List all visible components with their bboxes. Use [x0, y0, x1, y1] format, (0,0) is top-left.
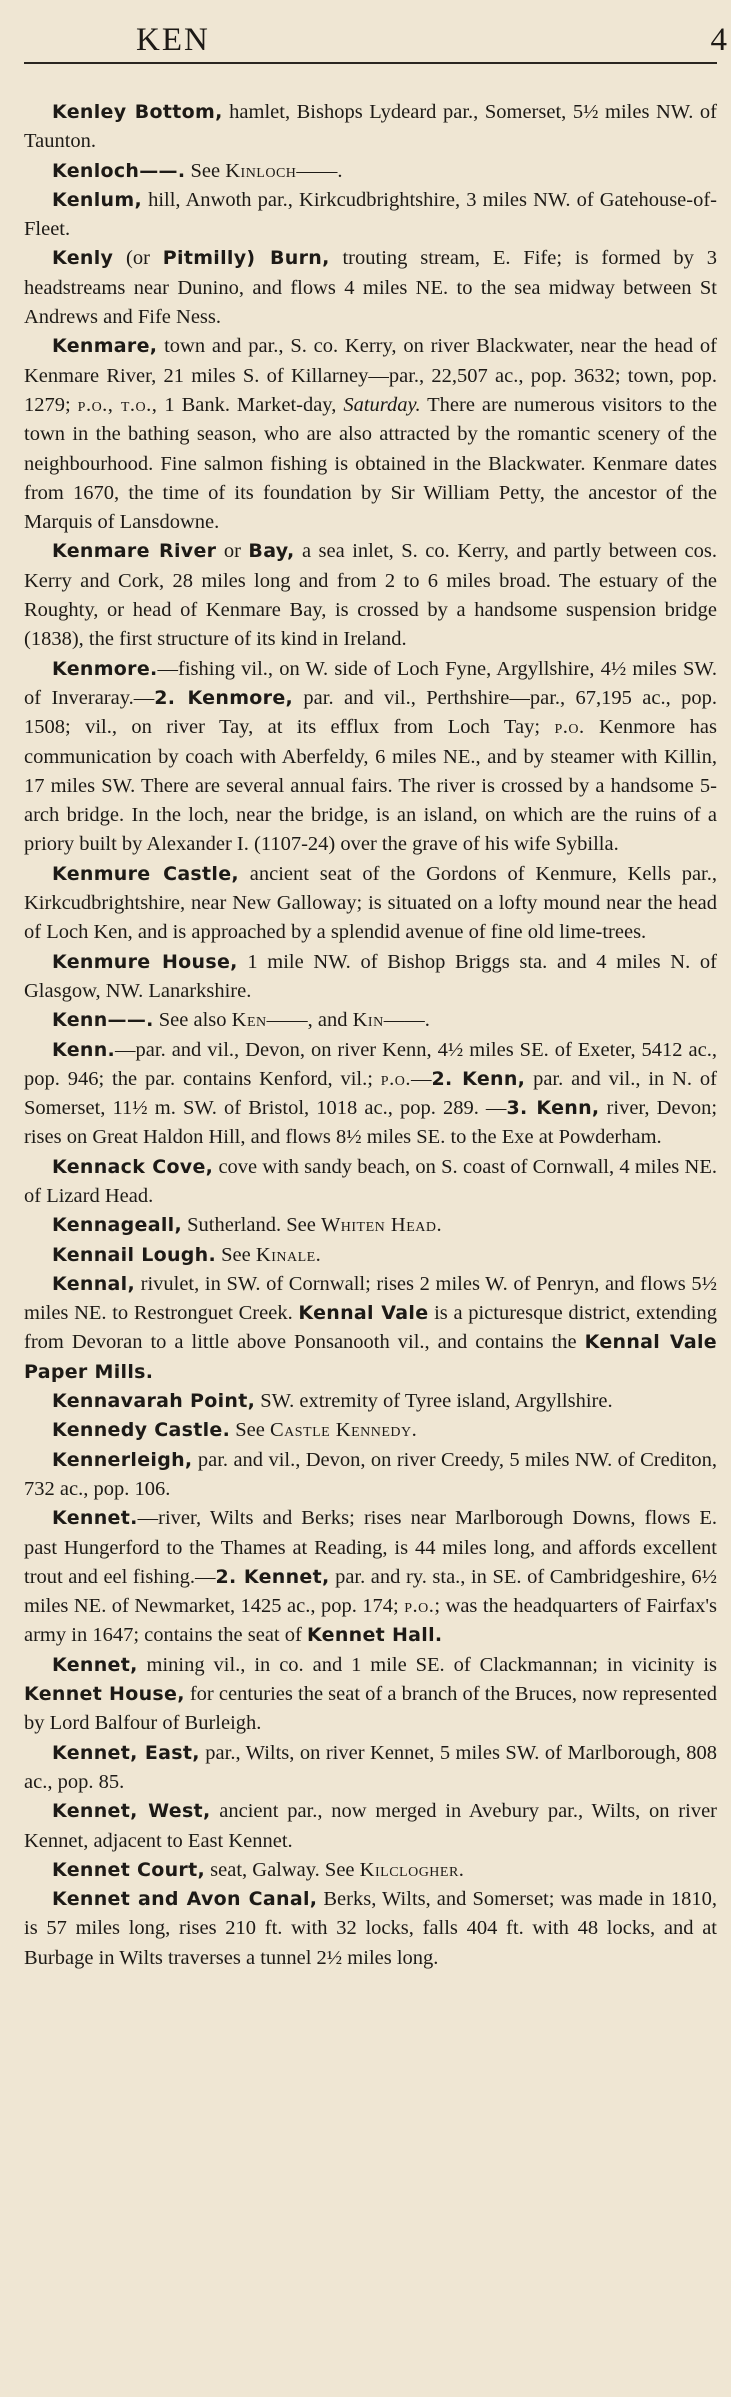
entry-kenmure-castle: [24, 860, 717, 948]
cross-reference: Kin: [352, 1009, 384, 1032]
entry-headword: 2. Kenn,: [431, 1067, 526, 1090]
entry-headword: Kennack Cove,: [52, 1155, 214, 1178]
entry-headword: Kennet Court,: [52, 1858, 206, 1881]
entry-text: mining vil., in co. and 1 mile SE. of Clackmannan; in vicinity is: [137, 1653, 717, 1676]
entry-text: See: [216, 1243, 256, 1266]
entry-kenloch: [24, 157, 717, 186]
entry-text: river, Devon; rises on Great Haldon Hill, and flows 8½ miles SE. to the Exe at Powderham.: [24, 1097, 718, 1149]
entry-text: ——, and: [266, 1009, 353, 1032]
entry-headword: Pitmilly) Burn,: [162, 247, 330, 270]
entry-text: —par. and vil., Devon, on river Kenn, 4½ miles SE. of Exeter, 5412 ac., pop. 946; the par. contains Kenford, vil.;: [24, 1038, 717, 1090]
cross-reference: p.o., t.o.,: [77, 393, 158, 416]
italic-text: Saturday.: [343, 393, 421, 416]
entry-kenmure-house: [24, 948, 717, 1007]
entry-headword: Kennet.: [52, 1507, 138, 1530]
cross-reference: Ken: [231, 1009, 267, 1032]
cross-reference: Castle Kennedy.: [269, 1419, 418, 1442]
entry-headword: Kennet and Avon Canal,: [52, 1888, 318, 1911]
entry-text: ; was the headquarters of Fairfax's army in 1647; contains the seat of: [24, 1595, 717, 1647]
entry-headword: Kennet Hall.: [306, 1624, 443, 1647]
entry-headword: Kenmure House,: [52, 950, 238, 973]
entry-text: cove with sandy beach, on S. coast of Cornwall, 4 miles NE. of Lizard Head.: [24, 1155, 717, 1207]
cross-reference: Kinloch: [225, 159, 297, 182]
entry-kenn-see: [24, 1006, 717, 1035]
entry-text: ancient par., now merged in Avebury par., Wilts, on river Kennet, adjacent to East Kennet.: [24, 1800, 718, 1852]
entry-headword: 2. Kenmore,: [154, 686, 294, 709]
cross-reference: Kilclogher.: [359, 1858, 465, 1881]
entry-headword: Kennedy Castle.: [52, 1419, 231, 1442]
entry-kenmare: [24, 332, 717, 537]
entry-headword: Kennal Vale: [298, 1302, 429, 1325]
entry-headword: Kennail Lough.: [52, 1243, 217, 1266]
entry-text: a sea inlet, S. co. Kerry, and partly between cos. Kerry and Cork, 28 miles long and from 2 to 6 miles broad. The estuary of the Roughty, or head of Kenmare Bay, is crossed by a handsome suspension bridge (1838), the first structure of its kind in Ireland.: [24, 540, 717, 651]
entry-kenley-bottom: [24, 98, 717, 157]
entry-headword: Kenn——.: [52, 1009, 154, 1032]
entry-headword: Bay,: [248, 540, 295, 563]
entry-headword: Kenley Bottom,: [52, 101, 223, 123]
entry-text: hamlet, Bishops Lydeard par., Somerset, 5½ miles NW. of Taunton.: [24, 101, 718, 153]
entry-headword: Kennal,: [52, 1272, 135, 1295]
entry-headword: Kenlum,: [52, 188, 142, 211]
entry-kennedy-castle: [24, 1416, 717, 1445]
entry-text: SW. extremity of Tyree island, Argyllshire.: [255, 1390, 613, 1413]
entry-kenlum: [24, 186, 717, 245]
cross-reference: p.o.: [380, 1067, 411, 1090]
entry-text: or: [216, 540, 249, 563]
entry-headword: Kennerleigh,: [52, 1448, 193, 1471]
entry-headword: Kennal Vale Paper Mills.: [24, 1331, 717, 1383]
entry-headword: Kenmare,: [52, 335, 158, 358]
entry-text: Kenmore has communication by coach with Aberfeldy, 6 miles NE., and by steamer with Killin, 17 miles SW. There are several annual fairs. The river is crossed by a handsome 5-arch bridge. In the loch, near the bridge, is an island, on which are the ruins of a priory built by Alexander I. (1107-24) over the grave of his wife Sybilla.: [24, 716, 717, 856]
page-header: [24, 0, 727, 64]
entry-headword: Kenmore.: [52, 657, 158, 680]
entry-text: par., Wilts, on river Kennet, 5 miles SW. of Marlborough, 808 ac., pop. 85.: [24, 1741, 717, 1793]
entry-text: See also: [153, 1009, 232, 1032]
entry-text: seat, Galway. See: [205, 1858, 360, 1881]
entry-kennageall: [24, 1211, 717, 1240]
entry-kennet-west: [24, 1797, 717, 1856]
entry-text: —river, Wilts and Berks; rises near Marlborough Downs, flows E. past Hungerford to the Thames at Reading, is 44 miles long, and affords excellent trout and eel fishing.—: [24, 1507, 717, 1588]
entry-kennet-clackmannan: [24, 1651, 717, 1739]
entry-list: [24, 98, 717, 1973]
entry-text: See: [230, 1419, 270, 1442]
entry-text: There are numerous visitors to the town in the bathing season, who are also attracted by the romantic scenery of the neighbourhood. Fine salmon fishing is obtained in the Blackwater. Kenmare dates from 1670, the time of its foundation by Sir William Petty, the ancestor of the Marquis of Lansdowne.: [24, 393, 717, 534]
entry-headword: Kenmure Castle,: [52, 862, 239, 885]
entry-text: for centuries the seat of a branch of the Bruces, now represented by Lord Balfour of Burleigh.: [24, 1683, 717, 1735]
entry-text: par. and vil., in N. of Somerset, 11½ m. SW. of Bristol, 1018 ac., pop. 289. —: [24, 1067, 717, 1120]
entry-headword: Kenloch——.: [52, 159, 186, 182]
entry-text: par. and vil., Perthshire—par., 67,195 ac., pop. 1508; vil., on river Tay, at its efflux from Loch Tay;: [24, 686, 717, 739]
running-head: KEN: [136, 22, 210, 58]
entry-kennet-east: [24, 1739, 717, 1798]
entry-kennet-avon-canal: [24, 1885, 717, 1973]
entry-text: town and par., S. co. Kerry, on river Blackwater, near the head of Kenmare River, 21 miles S. of Killarney—par., 22,507 ac., pop. 3632; town, pop. 1279;: [24, 335, 717, 416]
entry-text: —fishing vil., on W. side of Loch Fyne, Argyllshire, 4½ miles SW. of Inveraray.—: [24, 657, 717, 709]
entry-text: ——.: [383, 1009, 430, 1032]
entry-text: par. and ry. sta., in SE. of Cambridgeshire, 6½ miles NE. of Newmarket, 1425 ac., pop. 174;: [24, 1565, 718, 1618]
entry-headword: Kennageall,: [52, 1214, 183, 1237]
entry-text: par. and vil., Devon, on river Creedy, 5 miles NW. of Crediton, 732 ac., pop. 106.: [24, 1448, 717, 1500]
cross-reference: Kinale.: [255, 1243, 322, 1266]
entry-text: rivulet, in SW. of Cornwall; rises 2 miles W. of Penryn, and flows 5½ miles NE. to Restronguet Creek.: [24, 1272, 717, 1325]
entry-text: is a picturesque district, extending from Devoran to a little above Ponsanooth vil., and contains the: [24, 1302, 717, 1354]
entry-kenmare-river: [24, 537, 717, 654]
entry-headword: Kennet,: [52, 1653, 138, 1676]
entry-kenn: [24, 1036, 717, 1153]
entry-headword: Kenmare River: [52, 540, 217, 563]
entry-kenmore: [24, 655, 717, 860]
entry-headword: Kennet, West,: [52, 1800, 211, 1823]
entry-headword: Kennet House,: [24, 1683, 185, 1706]
entry-text: trouting stream, E. Fife; is formed by 3 headstreams near Dunino, and flows 4 miles NE. to the sea midway between St Andrews and Fife Ness.: [24, 247, 717, 329]
entry-kennavarah-point: [24, 1387, 717, 1416]
entry-headword: Kenly: [52, 247, 114, 270]
entry-kennail-lough: [24, 1241, 717, 1270]
entry-text: Berks, Wilts, and Somerset; was made in 1810, is 57 miles long, rises 210 ft. with 32 locks, falls 404 ft. with 48 locks, and at Burbage in Wilts traverses a tunnel 2½ miles long.: [24, 1888, 718, 1969]
entry-headword: 3. Kenn,: [506, 1097, 600, 1120]
entry-kenly-burn: [24, 244, 717, 332]
entry-kennet: [24, 1504, 717, 1650]
entry-kennack-cove: [24, 1153, 717, 1212]
entry-text: Sutherland. See: [182, 1214, 321, 1237]
entry-kennet-court: [24, 1856, 717, 1885]
entry-text: hill, Anwoth par., Kirkcudbrightshire, 3 miles NW. of Gatehouse-of-Fleet.: [24, 188, 717, 241]
entry-text: ——.: [296, 159, 343, 182]
cross-reference: Whiten Head.: [320, 1214, 443, 1237]
cross-reference: p.o.: [554, 716, 585, 739]
entry-text: 1 Bank. Market-day,: [157, 393, 344, 416]
entry-text: —: [410, 1067, 432, 1090]
entry-headword: Kennet, East,: [52, 1741, 200, 1764]
page-number: 4: [710, 22, 727, 58]
entry-kennerleigh: [24, 1446, 717, 1505]
entry-text: See: [185, 159, 226, 182]
entry-headword: 2. Kennet,: [215, 1565, 330, 1588]
entry-headword: Kennavarah Point,: [52, 1390, 256, 1413]
cross-reference: p.o.: [404, 1595, 435, 1618]
entry-kennal: [24, 1270, 717, 1387]
entry-text: ancient seat of the Gordons of Kenmure, Kells par., Kirkcudbrightshire, near New Galloway; is situated on a lofty mound near the head of Loch Ken, and is approached by a splendid avenue of fine old lime-trees.: [24, 862, 717, 944]
entry-text: (or: [113, 247, 163, 270]
entry-headword: Kenn.: [52, 1038, 116, 1061]
entry-text: 1 mile NW. of Bishop Briggs sta. and 4 miles N. of Glasgow, NW. Lanarkshire.: [24, 950, 717, 1002]
